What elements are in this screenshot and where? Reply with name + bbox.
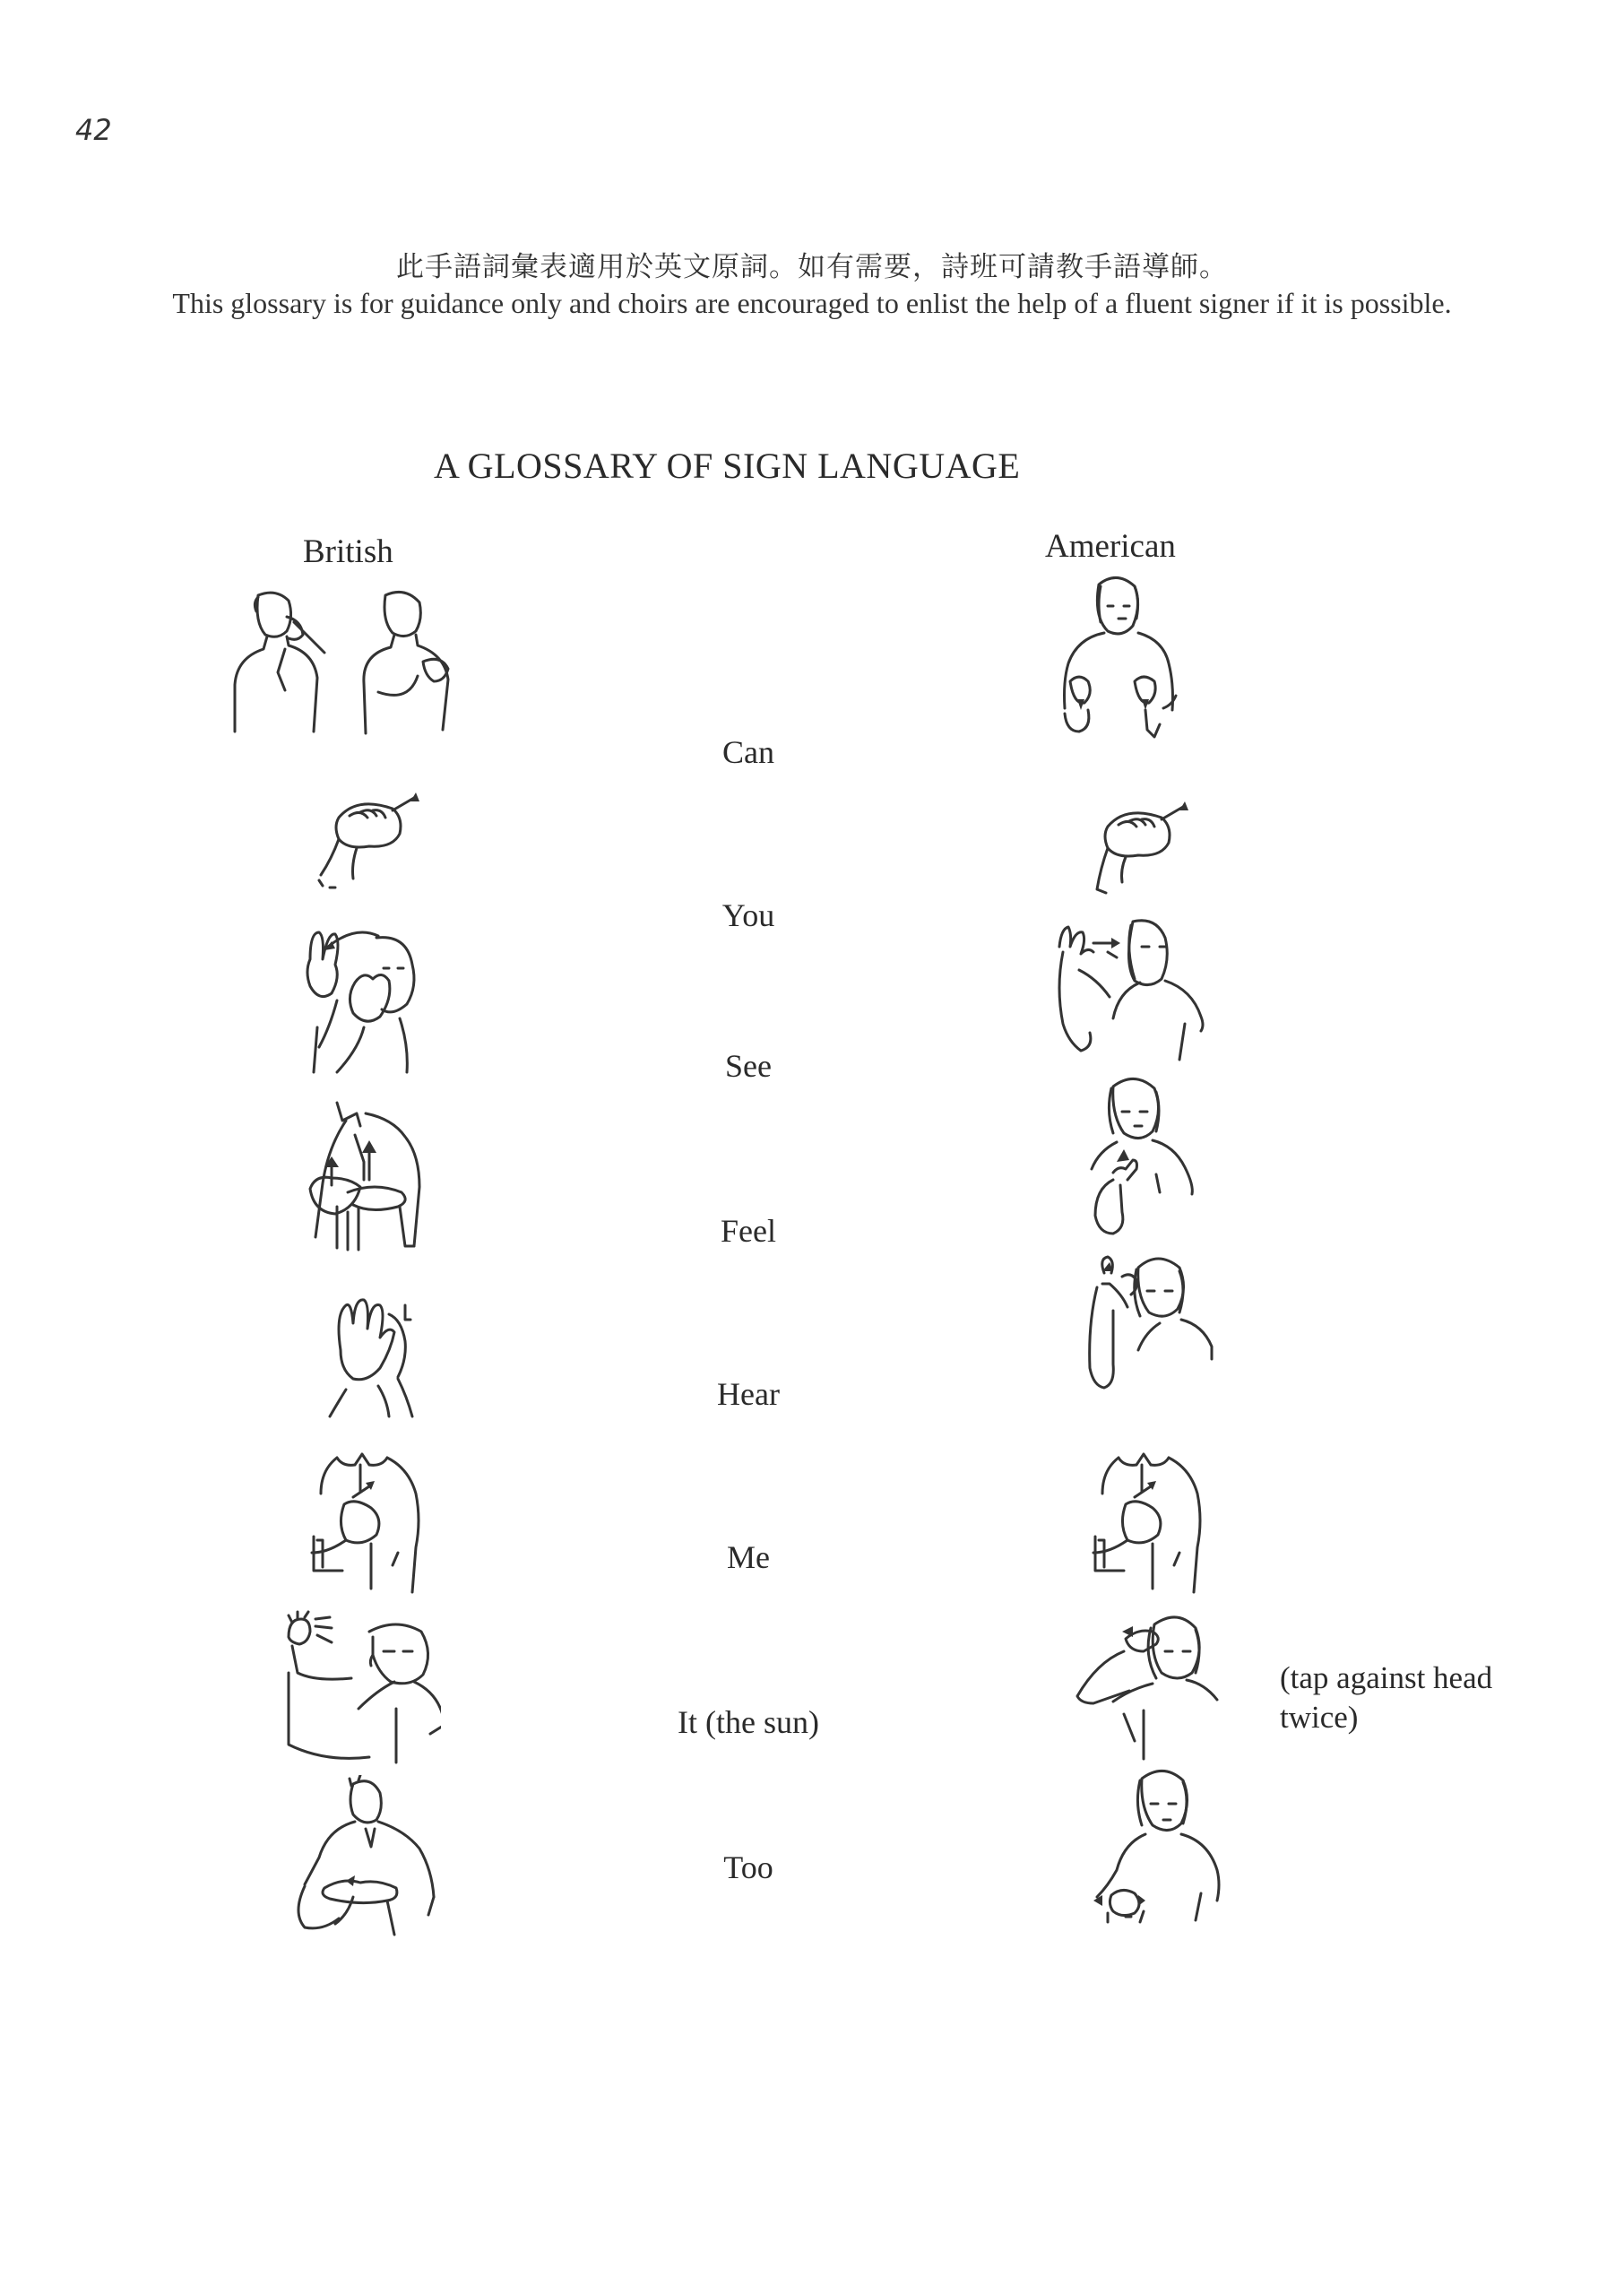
american-see-illustration	[1054, 916, 1215, 1078]
word-me: Me	[727, 1539, 770, 1575]
tap-against-head-note: (tap against head twice)	[1280, 1660, 1493, 1735]
british-column-heading: British	[303, 533, 393, 570]
british-can-illustration	[231, 586, 482, 739]
word-see: See	[725, 1048, 772, 1084]
page-number: 42	[75, 113, 112, 147]
word-feel: Feel	[721, 1213, 776, 1249]
glossary-title: A GLOSSARY OF SIGN LANGUAGE	[434, 446, 1021, 486]
word-hear: Hear	[717, 1376, 780, 1412]
american-me-illustration	[1090, 1451, 1215, 1594]
british-sun-illustration	[280, 1610, 441, 1768]
word-too: Too	[723, 1849, 773, 1885]
american-sun-illustration	[1068, 1612, 1221, 1764]
english-note: This glossary is for guidance only and choirs are encouraged to enlist the help of a fluent signer if it is possible.	[172, 287, 1452, 319]
american-feel-illustration	[1081, 1076, 1197, 1237]
word-you: You	[721, 897, 775, 933]
chinese-note: 此手語詞彙表適用於英文原詞。如有需要，詩班可請教手語導師。	[396, 251, 1228, 283]
british-me-illustration	[308, 1451, 434, 1594]
american-too-illustration	[1081, 1768, 1233, 1929]
british-see-illustration	[301, 929, 427, 1081]
british-you-illustration	[303, 785, 428, 902]
british-hear-illustration	[315, 1296, 423, 1422]
american-you-illustration	[1072, 794, 1197, 902]
american-hear-illustration	[1081, 1255, 1215, 1416]
word-can: Can	[722, 734, 774, 770]
american-column-heading: American	[1045, 528, 1176, 565]
american-can-illustration	[1052, 574, 1187, 744]
british-feel-illustration	[301, 1099, 445, 1251]
word-it-the-sun: It (the sun)	[678, 1704, 819, 1740]
british-too-illustration	[289, 1775, 450, 1936]
